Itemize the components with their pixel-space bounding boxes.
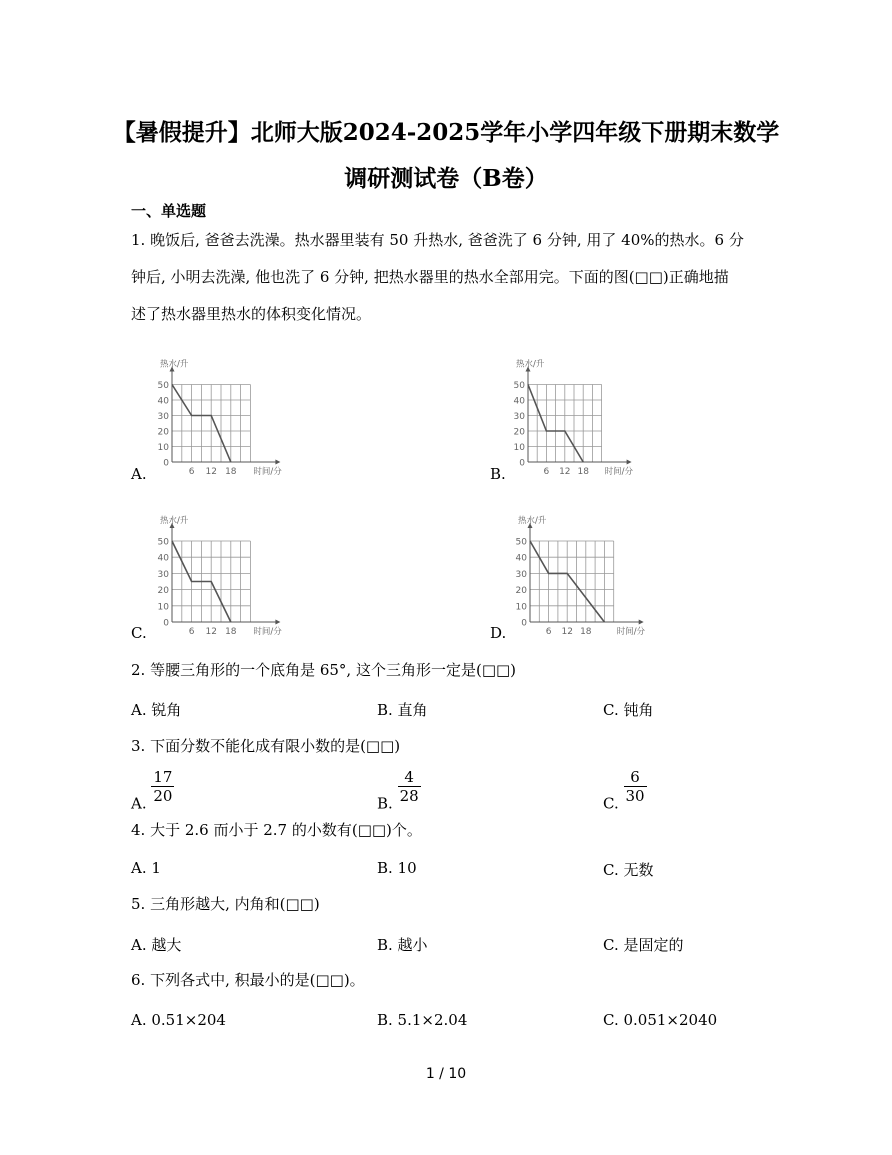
x-tick-label: 6 [543, 467, 550, 477]
y-tick-label: 30 [515, 569, 527, 580]
option-2c[interactable]: C. 钝角 [603, 701, 654, 719]
x-axis-label: 时间/分 [253, 627, 282, 637]
question-3: 3. 下面分数不能化成有限小数的是(□□) [131, 737, 401, 755]
y-tick-label: 30 [157, 412, 169, 422]
y-axis-label: 热水/升 [160, 516, 189, 526]
y-axis-label: 热水/升 [518, 516, 547, 526]
y-tick-label: 40 [157, 553, 169, 564]
y-tick-label: 0 [163, 618, 169, 629]
option-3a-letter: A. [131, 794, 147, 813]
x-tick-label: 12 [205, 467, 217, 477]
x-axis-arrow [275, 620, 280, 625]
page-number: 1 / 10 [425, 1066, 467, 1082]
x-axis-arrow [275, 460, 280, 465]
y-tick-label: 10 [157, 602, 169, 613]
fraction-3b [398, 768, 421, 805]
graph-option-c[interactable] [150, 503, 290, 643]
y-tick-label: 10 [515, 602, 527, 613]
numerator: 4 [404, 768, 414, 786]
question-1-line-2: 钟后, 小明去洗澡, 他也洗了 6 分钟, 把热水器里的热水全部用完。下面的图(□□)正确地描 [131, 268, 729, 286]
y-tick-label: 0 [519, 458, 525, 469]
denominator: 28 [399, 787, 419, 805]
x-axis-arrow [627, 460, 632, 465]
option-4a[interactable]: A. 1 [131, 859, 161, 877]
x-tick-label: 18 [580, 627, 592, 637]
x-tick-label: 6 [188, 627, 195, 637]
numerator: 17 [153, 768, 173, 786]
y-tick-label: 10 [157, 443, 169, 453]
question-1-line-3: 述了热水器里热水的体积变化情况。 [131, 305, 372, 323]
y-tick-label: 0 [163, 458, 169, 469]
x-tick-label: 18 [225, 627, 237, 637]
x-tick-label: 6 [545, 627, 552, 637]
fraction-3c [624, 768, 647, 805]
question-4: 4. 大于 2.6 而小于 2.7 的小数有(□□)个。 [131, 821, 422, 839]
option-4b[interactable]: B. 10 [377, 859, 417, 877]
y-tick-label: 50 [515, 537, 527, 548]
fraction-3a [151, 768, 174, 805]
x-tick-label: 18 [577, 467, 589, 477]
option-1a-letter: A. [131, 465, 147, 483]
y-tick-label: 50 [513, 381, 525, 391]
y-tick-label: 40 [157, 396, 169, 407]
option-5b[interactable]: B. 越小 [377, 936, 428, 954]
option-3b[interactable] [377, 768, 421, 813]
y-axis-label: 热水/升 [516, 359, 545, 370]
x-tick-label: 6 [188, 467, 195, 477]
question-1-line-1: 1. 晚饭后, 爸爸去洗澡。热水器里装有 50 升热水, 爸爸洗了 6 分钟, 用了 40%的热水。6 分 [131, 231, 744, 249]
option-6b[interactable]: B. 5.1×2.04 [377, 1011, 468, 1029]
option-1c-letter: C. [131, 624, 147, 642]
y-tick-label: 20 [513, 427, 525, 438]
numerator: 6 [630, 768, 640, 786]
denominator: 20 [153, 787, 173, 805]
question-5: 5. 三角形越大, 内角和(□□) [131, 895, 320, 913]
x-axis-label: 时间/分 [616, 627, 646, 637]
option-1d-letter: D. [490, 624, 507, 642]
graph-option-a[interactable] [150, 345, 290, 480]
y-tick-label: 20 [157, 427, 169, 438]
y-tick-label: 20 [515, 586, 527, 597]
x-tick-label: 18 [225, 467, 237, 477]
y-tick-label: 30 [513, 412, 525, 422]
y-tick-label: 40 [513, 396, 525, 407]
option-6c[interactable]: C. 0.051×2040 [603, 1011, 718, 1029]
y-tick-label: 50 [157, 381, 169, 391]
x-axis-label: 时间/分 [253, 467, 282, 477]
option-6a[interactable]: A. 0.51×204 [131, 1011, 226, 1029]
section-heading: 一、单选题 [131, 202, 207, 220]
title-line-2: 调研测试卷（B卷） [344, 165, 548, 192]
x-axis-arrow [639, 620, 644, 625]
option-1b-letter: B. [490, 465, 506, 483]
option-4c[interactable]: C. 无数 [603, 861, 654, 879]
option-5c[interactable]: C. 是固定的 [603, 936, 684, 954]
x-tick-label: 12 [205, 627, 217, 637]
x-tick-label: 12 [559, 467, 571, 477]
denominator: 30 [625, 787, 645, 805]
graph-option-b[interactable] [508, 345, 638, 480]
question-6: 6. 下列各式中, 积最小的是(□□)。 [131, 971, 365, 989]
y-tick-label: 30 [157, 569, 169, 580]
option-3c-letter: C. [603, 794, 619, 813]
option-3a[interactable] [131, 768, 174, 813]
graph-option-d[interactable] [508, 503, 648, 643]
title-line-1: 【暑假提升】北师大版2024-2025学年小学四年级下册期末数学 [112, 119, 780, 146]
y-tick-label: 10 [513, 443, 525, 453]
y-tick-label: 40 [515, 553, 527, 564]
x-axis-label: 时间/分 [604, 467, 633, 477]
option-3b-letter: B. [377, 794, 393, 813]
option-2b[interactable]: B. 直角 [377, 701, 428, 719]
x-tick-label: 12 [561, 627, 573, 637]
option-2a[interactable]: A. 锐角 [131, 701, 182, 719]
option-3c[interactable] [603, 768, 647, 813]
y-tick-label: 50 [157, 537, 169, 548]
option-5a[interactable]: A. 越大 [131, 936, 182, 954]
y-tick-label: 20 [157, 586, 169, 597]
y-axis-label: 热水/升 [160, 359, 189, 370]
y-tick-label: 0 [521, 618, 527, 629]
question-2: 2. 等腰三角形的一个底角是 65°, 这个三角形一定是(□□) [131, 661, 517, 679]
